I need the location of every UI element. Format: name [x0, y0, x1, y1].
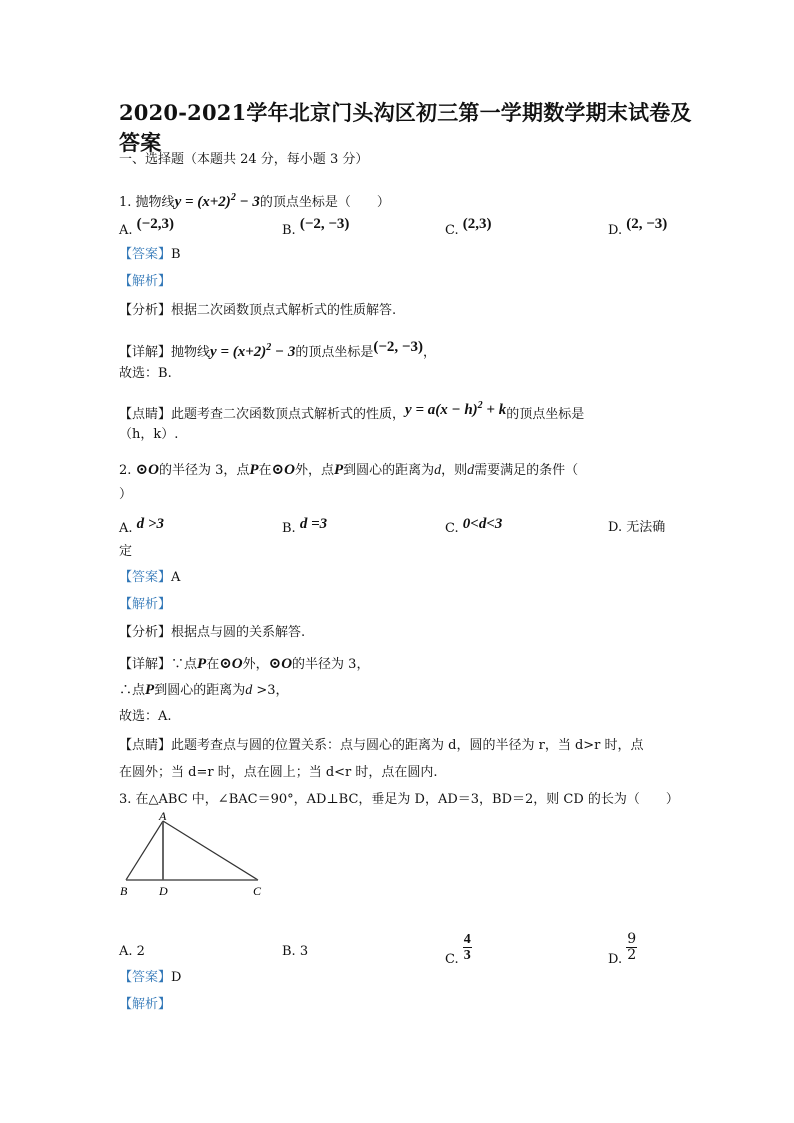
q1-option-a: A. (−2,3): [119, 216, 174, 238]
q1-fenxi: 【分析】根据二次函数顶点式解析式的性质解答.: [119, 303, 397, 318]
q2-xiangjie-line2: ∴点P到圆心的距离为d >3，: [119, 682, 289, 698]
q1-formula: $y = (x+2)^2 - 3$: [174, 192, 260, 210]
q3-option-a: A. 2: [119, 944, 145, 959]
q1-number: 1.: [119, 195, 132, 210]
q3-stem: 3. 在△ABC 中，∠BAC＝90°，AD⊥BC，垂足为 D，AD＝3，BD＝2，则 CD 的长为（ ）: [119, 792, 679, 807]
q2-dianjing-line1: 【点睛】此题考查点与圆的位置关系：点与圆心的距离为 d，圆的半径为 r，当 d>r 时，点: [119, 738, 644, 753]
q3-answer: 【答案】D: [119, 970, 182, 985]
q2-option-b: B. d =3: [282, 516, 328, 536]
q2-stem-line2: ）: [119, 487, 133, 502]
q1-option-b: B. (−2, −3): [282, 216, 350, 238]
q3-option-b: B. 3: [282, 944, 309, 959]
q2-option-a: A. d >3: [119, 516, 164, 536]
label-a: A: [159, 812, 167, 823]
answer-label: 【答案】: [119, 247, 172, 262]
label-b: B: [120, 884, 128, 898]
q1-answer: 【答案】B: [119, 247, 181, 262]
label-d: D: [159, 884, 168, 898]
q2-xiangjie-line1: 【详解】∵点P在⊙O外，⊙O的半径为 3，: [119, 656, 370, 672]
q2-analysis-label: 【解析】: [119, 597, 172, 612]
q1-stem-post: 的顶点坐标是（ ）: [259, 195, 390, 210]
q3-option-d: D. $\frac{9}{2}$: [608, 931, 637, 967]
q1-option-c: C. (2,3): [445, 216, 492, 238]
q1-choose: 故选：B.: [119, 366, 172, 381]
q3-option-c: C. $\frac{4}{3}$: [445, 932, 471, 967]
section-heading: 一、选择题（本题共 24 分，每小题 3 分）: [119, 152, 369, 167]
edge-ab: [126, 821, 163, 880]
q3-analysis-label: 【解析】: [119, 997, 172, 1012]
q2-option-c: C. 0<d<3: [445, 516, 503, 536]
q1-stem-pre: 抛物线: [135, 195, 175, 210]
q2-option-d-wrap: 定: [119, 544, 133, 559]
triangle-figure: [115, 812, 275, 907]
q1-stem: [119, 190, 390, 211]
q1-option-d: D. (2, −3): [608, 216, 668, 238]
q2-choose: 故选：A.: [119, 709, 172, 724]
q1-analysis-label: 【解析】: [119, 274, 172, 289]
q2-option-d: D. 无法确: [608, 520, 666, 535]
q1-dianjing-line2: （h，k）.: [119, 427, 179, 442]
q2-stem: 2. ⊙O的半径为 3，点P在⊙O外，点P到圆心的距离为d，则d需要满足的条件（: [119, 462, 579, 478]
q2-answer: 【答案】A: [119, 570, 181, 585]
q2-dianjing-line2: 在圆外；当 d=r 时，点在圆上；当 d<r 时，点在圆内.: [119, 765, 438, 780]
q1-xiangjie: 【详解】抛物线$y = (x+2)^2 - 3$的顶点坐标是(−2, −3)，: [119, 339, 436, 360]
label-c: C: [253, 884, 262, 898]
q2-fenxi: 【分析】根据点与圆的关系解答.: [119, 625, 306, 640]
q1-dianjing: 【点睛】此题考查二次函数顶点式解析式的性质，$y = a(x - h)^2 + k$的顶点坐标是: [119, 400, 585, 422]
edge-ac: [163, 821, 258, 880]
document-title-line2: 答案: [119, 130, 162, 155]
document-title-line1: 2020-2021学年北京门头沟区初三第一学期数学期末试卷及: [119, 100, 692, 125]
